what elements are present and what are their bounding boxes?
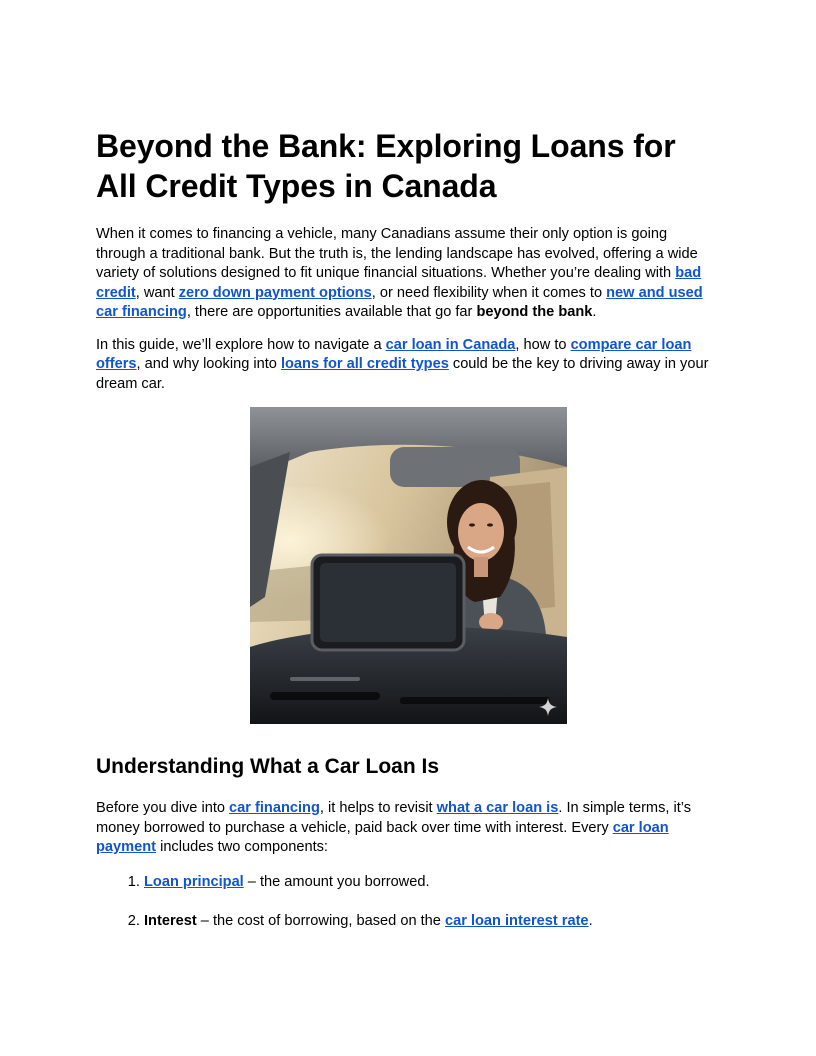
- guide-text: could be the key to driving away in your dream car.: [96, 356, 709, 392]
- intro-text: , there are opportunities available that go far: [186, 304, 477, 320]
- car-illustration: [250, 407, 567, 724]
- intro-text: , or need flexibility when it comes to: [371, 284, 607, 301]
- components-list: [96, 873, 720, 932]
- section-text: Before you dive into: [96, 800, 230, 816]
- intro-text: .: [592, 304, 597, 320]
- section-text: includes two components:: [156, 839, 328, 855]
- sparkle-icon: [539, 698, 557, 716]
- guide-paragraph: [96, 336, 720, 395]
- bold-interest: Interest: [144, 912, 197, 929]
- link-all-credit-types[interactable]: loans for all credit types: [280, 356, 449, 372]
- link-loan-principal[interactable]: Loan principal: [144, 873, 244, 890]
- link-what-car-loan-is[interactable]: what a car loan is: [436, 800, 559, 816]
- list-item-text: .: [588, 912, 593, 929]
- link-zero-down[interactable]: zero down payment options: [178, 284, 372, 301]
- intro-text: When it comes to financing a vehicle, many Canadians assume their only option is going through a traditional bank. But the truth is, the lending landscape has evolved, offering a wide variety of solutions designed to fit unique financial situations. Whether you’re dealing with: [96, 226, 698, 281]
- list-item: [144, 873, 720, 893]
- intro-paragraph: [96, 225, 720, 323]
- list-item-text: – the amount you borrowed.: [243, 873, 430, 890]
- bold-beyond-bank: beyond the bank: [476, 304, 593, 320]
- section-text: , it helps to revisit: [319, 800, 437, 816]
- section-heading: Understanding What a Car Loan Is: [96, 755, 440, 778]
- link-compare-offers[interactable]: compare car loan offers: [96, 336, 692, 372]
- link-car-loan-canada[interactable]: car loan in Canada: [385, 336, 516, 353]
- page-title: Beyond the Bank: Exploring Loans for All Credit Types in Canada: [96, 128, 676, 204]
- list-item: [144, 912, 720, 932]
- section-paragraph: [96, 799, 720, 858]
- document-content: [96, 126, 720, 951]
- guide-text: , how to: [515, 336, 571, 353]
- guide-text: , and why looking into: [136, 356, 281, 372]
- link-new-used-financing[interactable]: new and used car financing: [96, 284, 703, 320]
- link-car-loan-payment[interactable]: car loan payment: [96, 819, 669, 855]
- link-bad-credit[interactable]: bad credit: [96, 265, 702, 301]
- section-text: . In simple terms, it’s money borrowed to purchase a vehicle, paid back over time with interest. Every: [96, 800, 692, 836]
- link-interest-rate[interactable]: car loan interest rate: [444, 912, 589, 929]
- list-item-text: – the cost of borrowing, based on the: [196, 912, 445, 929]
- link-car-financing[interactable]: car financing: [229, 800, 320, 816]
- guide-text: In this guide, we’ll explore how to navigate a: [96, 336, 386, 353]
- intro-text: , want: [135, 284, 179, 301]
- car-interior-image: [250, 407, 567, 724]
